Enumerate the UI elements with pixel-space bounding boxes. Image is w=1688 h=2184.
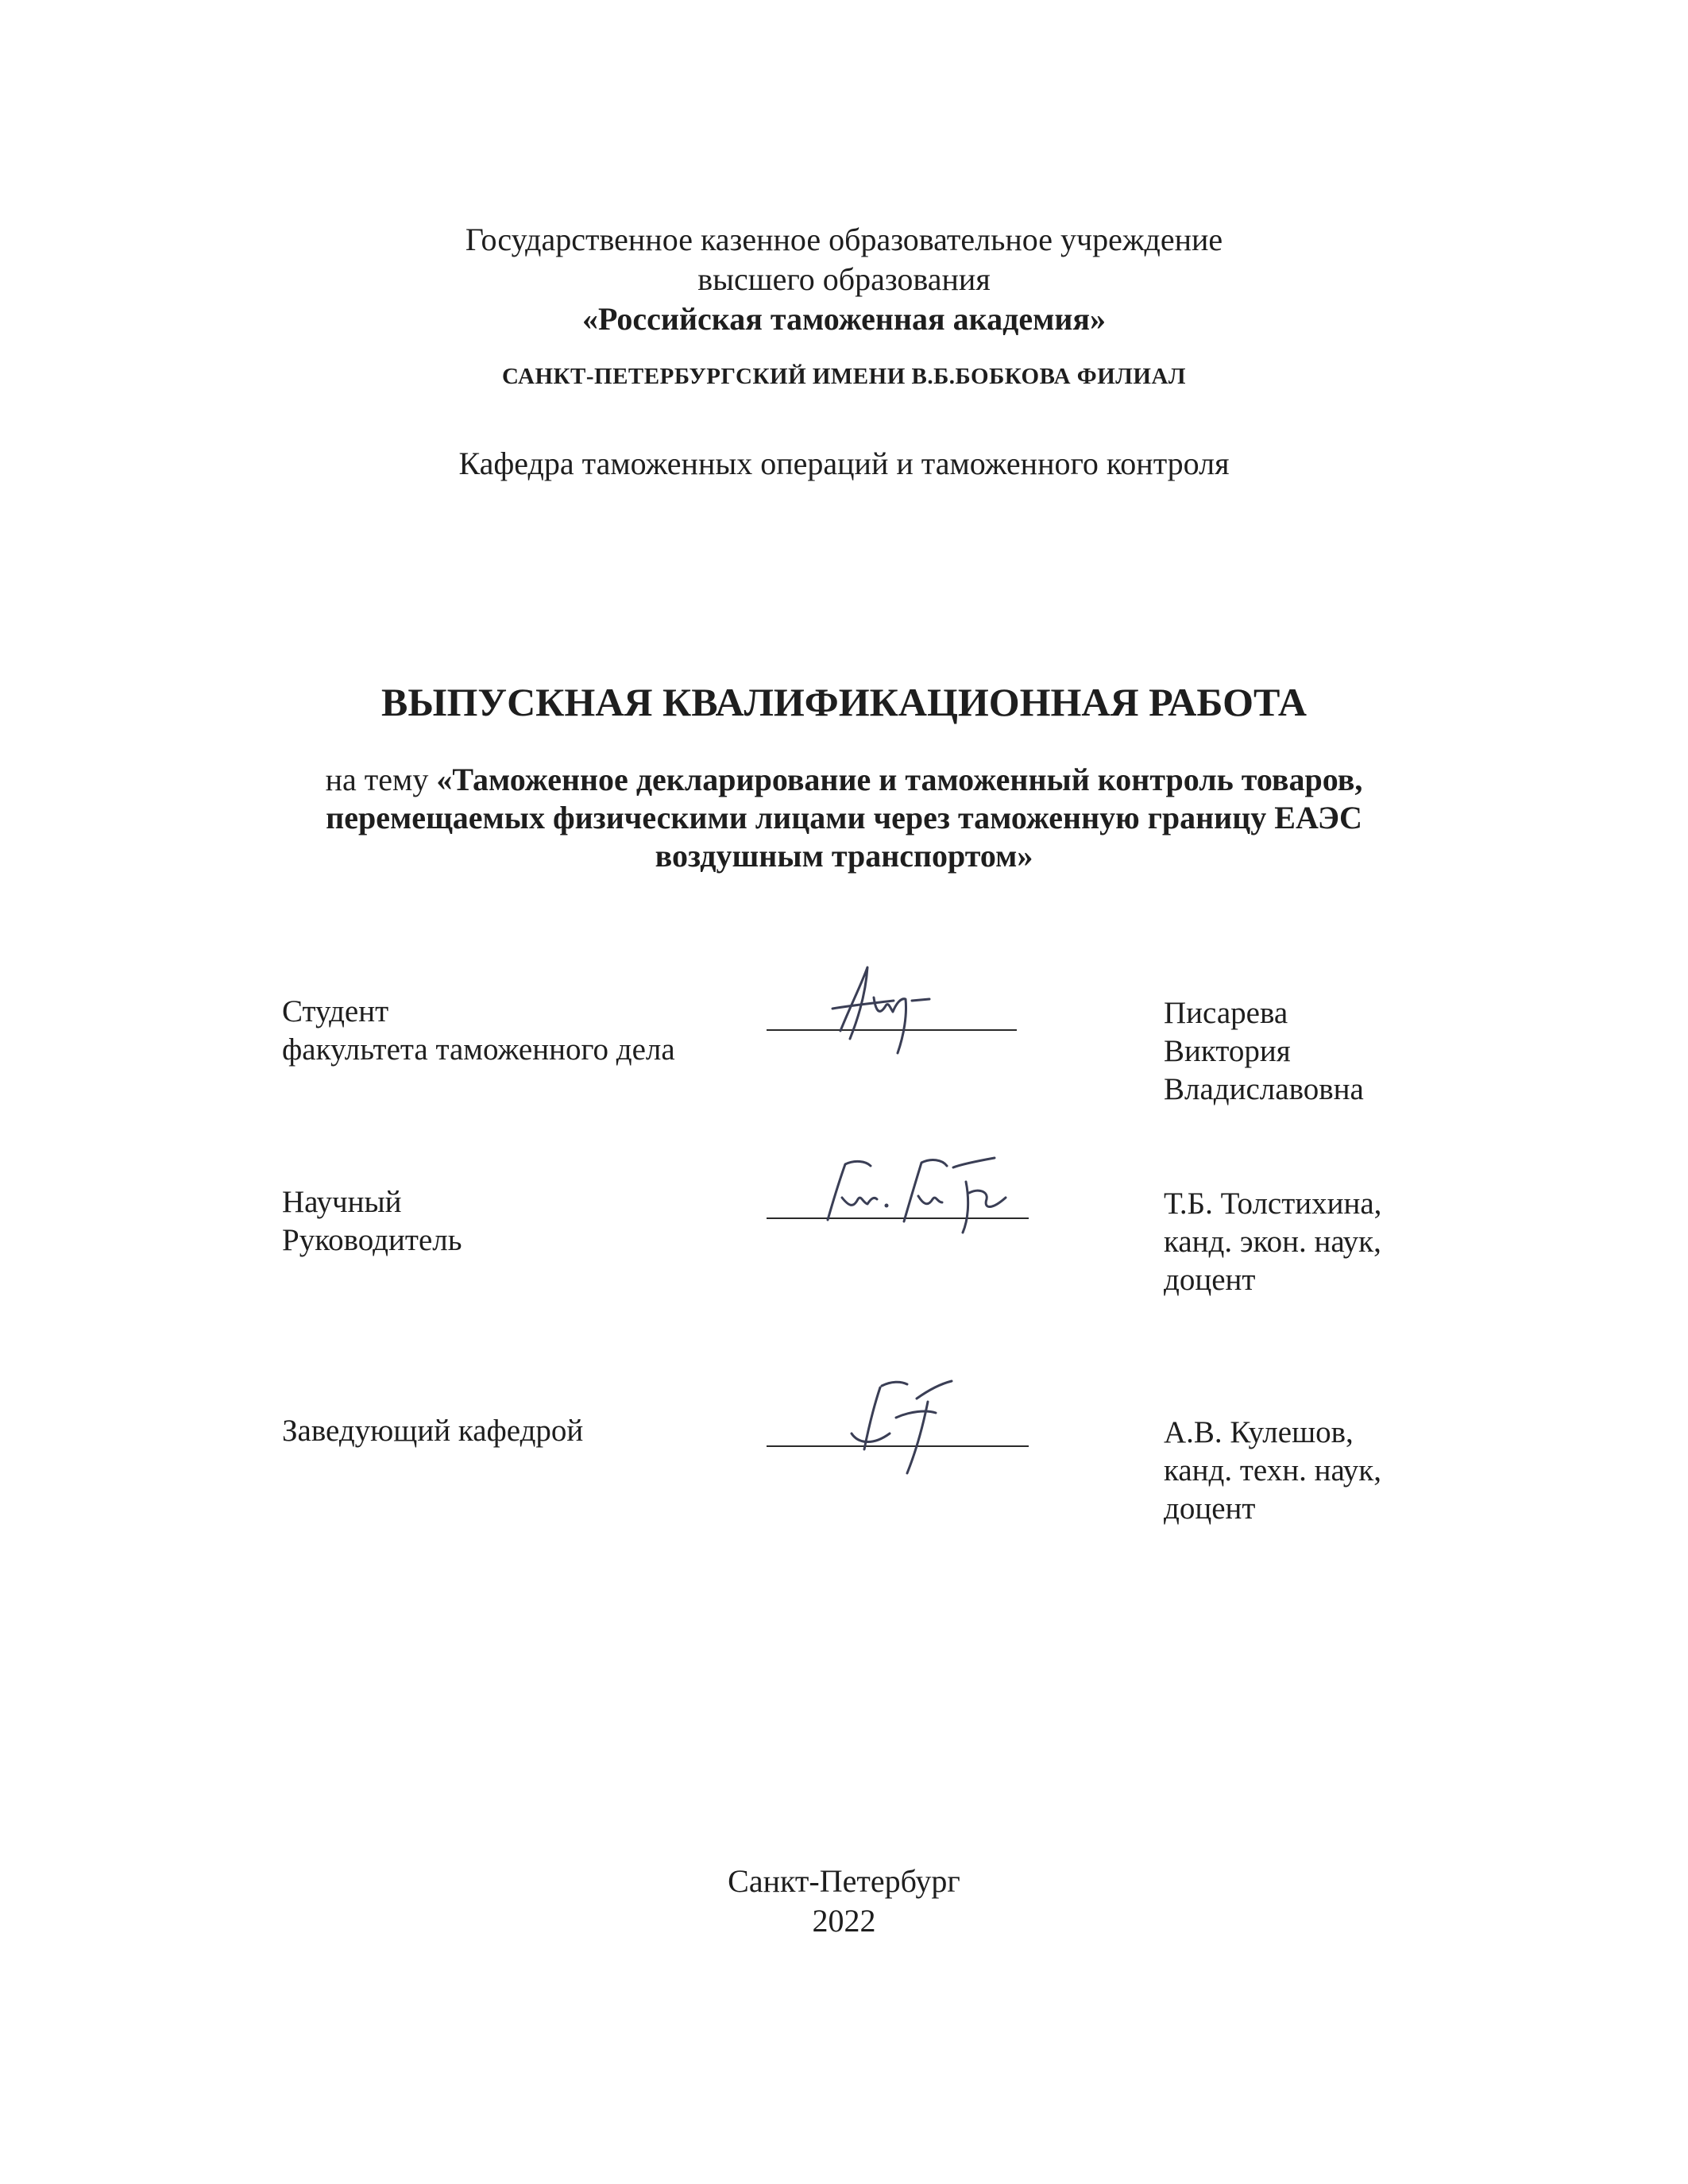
footer-year: 2022 bbox=[812, 1903, 876, 1939]
supervisor-signature bbox=[810, 1150, 1025, 1237]
head-signature bbox=[834, 1370, 993, 1481]
topic-block bbox=[0, 761, 1688, 875]
student-name-line-1: Писарева bbox=[1164, 996, 1288, 1030]
topic-prefix: на тему bbox=[325, 762, 437, 797]
head-name-line-3: доцент bbox=[1164, 1491, 1256, 1526]
supervisor-role-line-2: Руководитель bbox=[282, 1223, 462, 1257]
student-role-line-2: факультета таможенного дела bbox=[282, 1032, 675, 1067]
institution-line-1: Государственное казенное образовательное учреждение bbox=[465, 222, 1223, 257]
institution-line-2: высшего образования bbox=[697, 261, 991, 297]
supervisor-role-line-1: Научный bbox=[282, 1185, 402, 1219]
footer-city: Санкт-Петербург bbox=[728, 1863, 960, 1899]
student-name-line-3: Владиславовна bbox=[1164, 1072, 1364, 1106]
topic-line-1 bbox=[0, 761, 1688, 799]
topic-line-3: воздушным транспортом» bbox=[655, 838, 1033, 874]
student-name-line-2: Виктория bbox=[1164, 1034, 1291, 1068]
student-signature bbox=[818, 959, 961, 1063]
head-name-line-2: канд. техн. наук, bbox=[1164, 1453, 1381, 1488]
department-name: Кафедра таможенных операций и таможенного контроля bbox=[458, 446, 1230, 481]
supervisor-name-line-1: Т.Б. Толстихина, bbox=[1164, 1187, 1382, 1221]
head-role-line-1: Заведующий кафедрой bbox=[282, 1414, 584, 1448]
student-role-line-1: Студент bbox=[282, 994, 389, 1028]
branch-name: САНКТ-ПЕТЕРБУРГСКИЙ ИМЕНИ В.Б.БОБКОВА ФИЛИАЛ bbox=[502, 364, 1186, 389]
supervisor-name-line-2: канд. экон. наук, bbox=[1164, 1225, 1381, 1259]
document-title: ВЫПУСКНАЯ КВАЛИФИКАЦИОННАЯ РАБОТА bbox=[381, 680, 1307, 724]
topic-line-1-text: «Таможенное декларирование и таможенный контроль товаров, bbox=[436, 762, 1363, 797]
supervisor-name-line-3: доцент bbox=[1164, 1263, 1256, 1297]
academy-name: «Российская таможенная академия» bbox=[581, 301, 1107, 337]
head-name-line-1: А.В. Кулешов, bbox=[1164, 1415, 1354, 1449]
topic-line-2: перемещаемых физическими лицами через таможенную границу ЕАЭС bbox=[326, 800, 1362, 835]
